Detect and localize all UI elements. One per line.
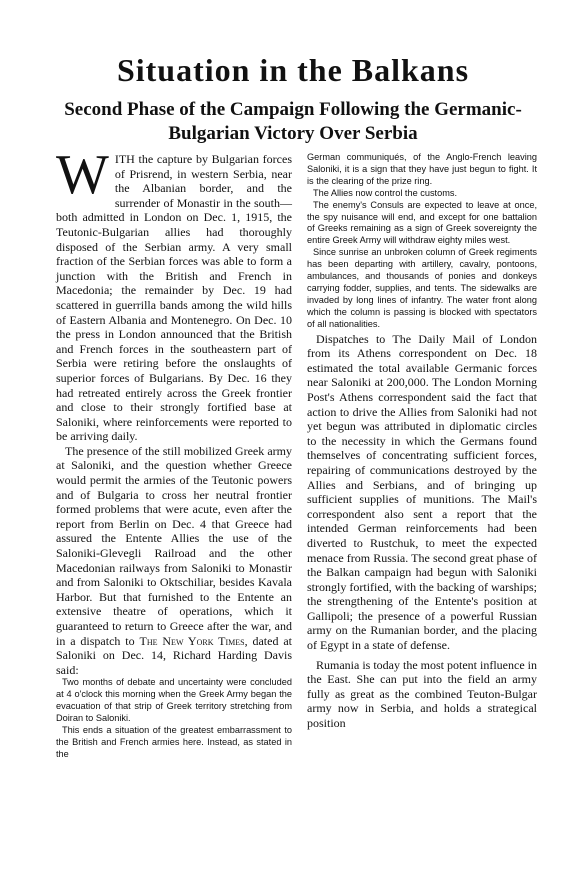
quote-paragraph-2: This ends a situation of the greatest embarrassment to the British and French armies here. Instead, as stated in the xyxy=(56,725,292,759)
right-column xyxy=(307,152,537,731)
right-paragraph-1: Dispatches to The Daily Mail of London from its Athens correspondent on Dec. 18 estimated the total available Germanic forces near Saloniki at 200,000. The London Morning Post's Athens correspondent said the fact that action to drive the Allies from Saloniki had not yet begun was attributed in diplomatic circles to the necessity in which the Germans found themselves of concentrating sufficient forces, repairing of communications destroyed by the Allies and Serbians, and of bringing up sufficient supplies of munitions. The Mail's correspondent also sent a report that the intended German reinforcements had been diverted to Rustchuk, to meet the expected menace from Russia. The second great phase of the Balkan campaign had begun with Saloniki strongly fortified, with the backing of warships; the strengthening of the Entente's position at Gallipoli; the presence of a powerful Russian army on the Rumanian border, and the placing of Egypt in a state of defense. xyxy=(307,331,537,653)
article-title: Situation in the Balkans xyxy=(116,52,470,88)
left-paragraph-2-end: , dated at Saloniki on Dec. 14, Richard Harding Davis said: xyxy=(56,633,293,677)
left-paragraph-1 xyxy=(56,144,292,444)
quote-paragraph-3: German communiqués, of the Anglo-French leaving Saloniki, it is a sign that they have just begun to fight. It is the clearing of the prize ring. xyxy=(307,152,537,186)
left-paragraph-2-text: The presence of the still mobilized Greek army at Saloniki, and the question whether Greece would permit the armies of the Teutonic powers and of Bulgaria to cross her neutral frontier formed problems that were acute, even after the report from Berlin on Dec. 4 that Greece had assured the Entente Allies the use of the Saloniki-Glevegli Railroad and the other Macedonian railways from Saloniki to Monastir and from Saloniki to Oktschiliar, besides Kavala Harbor. But that furnished to the Entente an extensive theatre of operations, which it guaranteed to return to Greece after the war, and in a dispatch to xyxy=(56,443,292,648)
drop-cap: W xyxy=(56,144,109,206)
article-subtitle: Second Phase of the Campaign Following the Germanic-Bulgarian Victory Over Serbia xyxy=(64,99,522,144)
newspaper-name: The New York Times xyxy=(139,633,245,648)
quoted-dispatch xyxy=(56,677,292,760)
left-paragraph-2 xyxy=(56,444,292,678)
right-paragraph-2: Rumania is today the most potent influence in the East. She can put into the field an army fully as great as the combined Teuton-Bulgar army now in Serbia, and holds a strategical position xyxy=(307,657,537,731)
quote-paragraph-5: The enemy's Consuls are expected to leave at once, the spy nuisance will end, and except for one battalion of Greeks remaining as a sign of Greek sovereignty the entire Greek Army will withdraw eighty miles west. xyxy=(307,199,537,246)
quote-paragraph-6: Since sunrise an unbroken column of Greek regiments has been departing with artillery, cavalry, pontoons, ambulances, and thousands of ponies and donkeys carrying fodder, supplies, and tents. The sidewalks are invaded by long lines of infantry. The water front along which the column is passing is blocked with spectators of all nationalities. xyxy=(307,247,537,329)
left-paragraph-1-text: ITH the capture by Bulgarian forces of Prisrend, in western Serbia, near the Albanian border, and the surrender of Monastir in the south—both admitted in London on Dec. 1, 1915, the Teutonic-Bulgarian allies had thoroughly disposed of the Serbian army. A very small fraction of the Serbian forces was able to form a junction with the British and French in Macedonia; the remainder by Dec. 19 had scattered in guerrilla bands among the wild hills of Eastern Albania and Montenegro. On Dec. 10 the press in London announced that the British and French forces in the southeastern part of Serbia were retiring before the onslaughts of superior forces of Bulgarians. By Dec. 16 they had retreated entirely across the Greek frontier and close to their strongly fortified base at Saloniki, where reinforcements were reported to be arriving daily. xyxy=(56,152,292,444)
quote-paragraph-4: The Allies now control the customs. xyxy=(313,187,458,198)
quoted-dispatch-continued xyxy=(307,152,537,331)
quote-paragraph-1: Two months of debate and uncertainty were concluded at 4 o'clock this morning when the Greek Army began the evacuation of that strip of Greek territory stretching from Doiran to Saloniki. xyxy=(56,677,292,724)
left-column xyxy=(56,144,293,761)
